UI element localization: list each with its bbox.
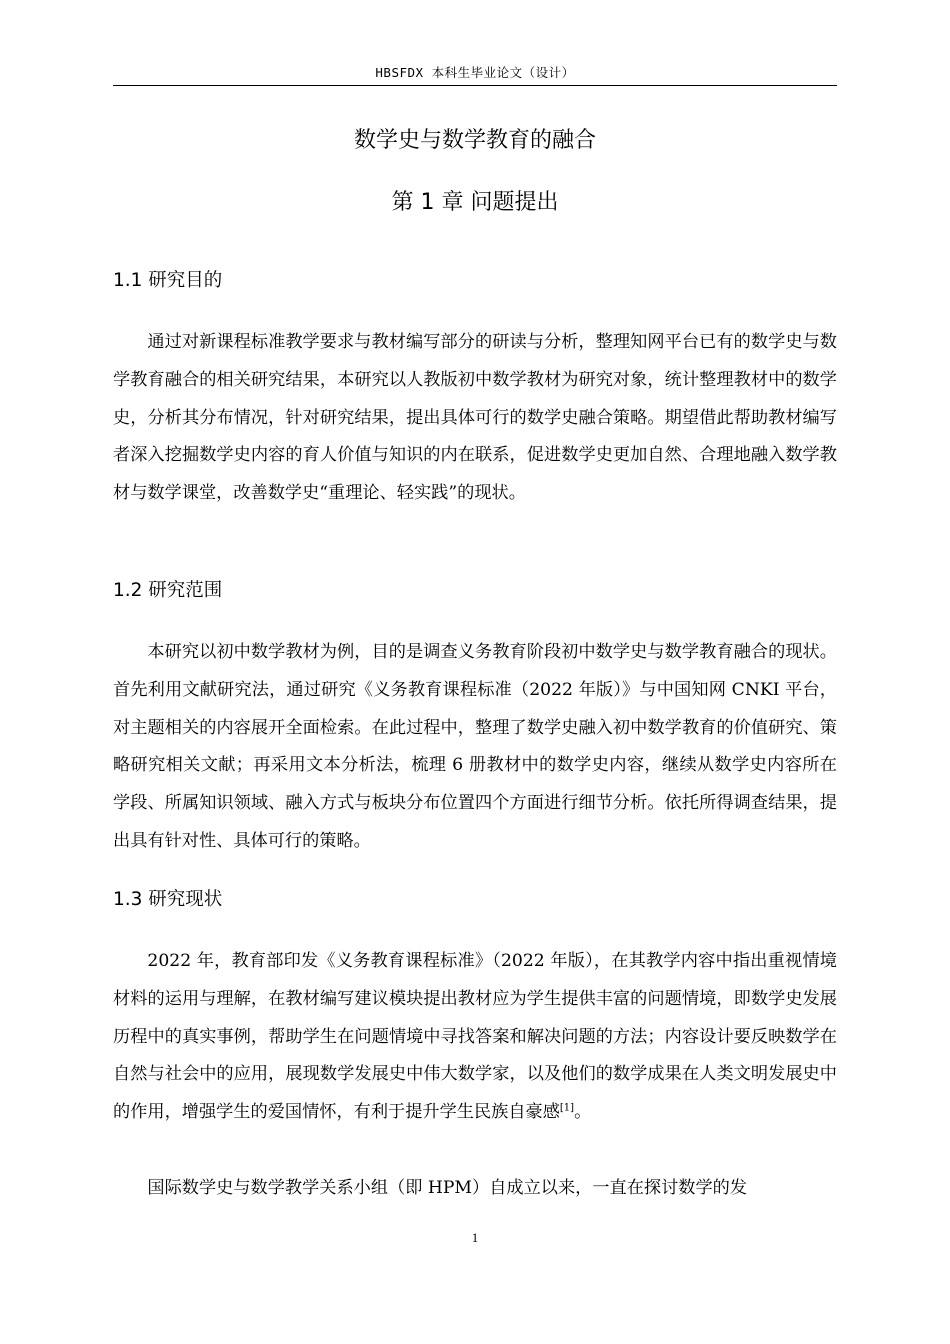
chapter-title: 第 1 章 问题提出 (391, 190, 559, 215)
section-heading-1-1: 1.1 研究目的 (113, 270, 223, 291)
document-title: 数学史与数学教育的融合 (353, 128, 596, 153)
paragraph-research-purpose: 通过对新课程标准教学要求与教材编写部分的研读与分析，整理知网平台已有的数学史与数学教育融合的相关研究结果，本研究以人教版初中数学教材为研究对象，统计整理教材中的数学史，分析其分布情况，针对研究结果，提出具体可行的数学史融合策略。期望借此帮助教材编写者深入挖掘数学史内容的育人价值与知识的内在联系，促进数学史更加自然、合理地融入数学教材与数学课堂，改善数学史“重理论、轻实践”的现状。 (113, 332, 837, 504)
paragraph-research-scope: 本研究以初中数学教材为例，目的是调查义务教育阶段初中数学史与数学教育融合的现状。首先利用文献研究法，通过研究《义务教育课程标准（2022 年版）》与中国知网 CNKI 平台，对主题相关的内容展开全面检索。在此过程中，整理了数学史融入初中数学教育的价值研究、策略研究相关文献；再采用文本分析法，梳理 6 册教材中的数学史内容，继续从数学史内容所在学段、所属知识领域、融入方式与板块分布位置四个方面进行细节分析。依托所得调查结果，提出具有针对性、具体可行的策略。 (113, 642, 837, 851)
paragraph-hpm: 国际数学史与数学教学关系小组（即 HPM）自成立以来，一直在探讨数学的发 (147, 1178, 748, 1198)
citation-marker[interactable]: [1] (559, 1102, 575, 1114)
section-heading-1-2: 1.2 研究范围 (113, 580, 223, 601)
page-number: 1 (471, 1230, 479, 1245)
paragraph-research-status (113, 943, 837, 1132)
paragraph-end-punct: 。 (574, 1102, 592, 1123)
section-heading-1-3: 1.3 研究现状 (113, 889, 223, 910)
running-header: HBSFDX 本科生毕业论文（设计） (375, 65, 575, 80)
paragraph-research-status-text: 2022 年，教育部印发《义务教育课程标准》（2022 年版），在其教学内容中指出重视情境材料的运用与理解，在教材编写建议模块提出教材应为学生提供丰富的问题情境，即数学史发展历程中的真实事例，帮助学生在问题情境中寻找答案和解决问题的方法；内容设计要反映数学在自然与社会中的应用，展现数学发展史中伟大数学家，以及他们的数学成果在人类文明发展史中的作用，增强学生的爱国情怀，有利于提升学生民族自豪感 (113, 951, 837, 1123)
header-rule (113, 85, 837, 86)
